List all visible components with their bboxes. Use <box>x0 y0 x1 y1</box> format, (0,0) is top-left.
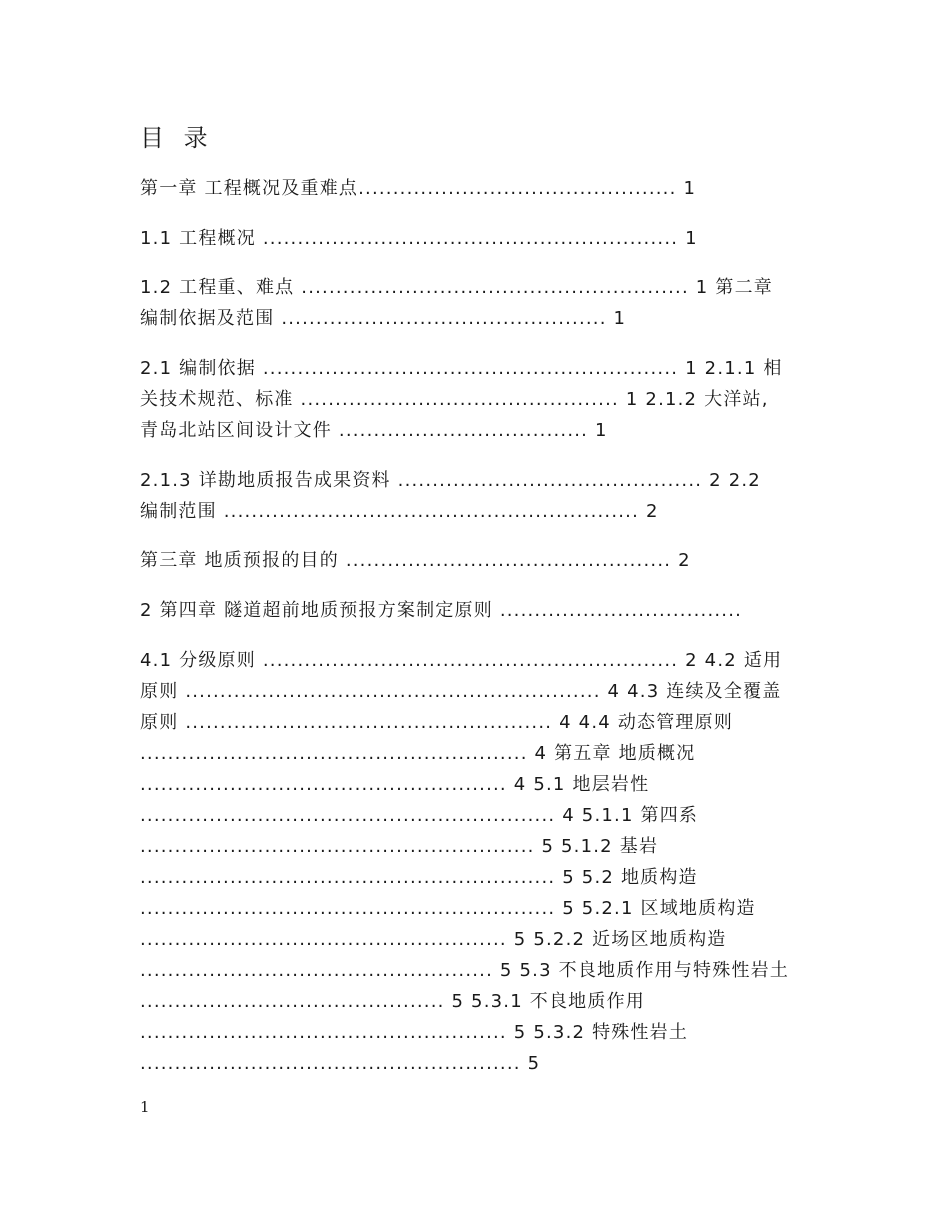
toc-line: 编制依据及范围 ............................................... 1 <box>140 308 627 329</box>
toc-line: ............................................ 5 5.3.1 不良地质作用 <box>140 991 645 1012</box>
toc-line: 关技术规范、标准 .............................................. 1 2.1.2 大洋站, <box>140 389 769 410</box>
toc-entry-chapter-1 <box>140 173 696 204</box>
toc-title: 目 录 <box>140 124 214 152</box>
toc-line: 2.1 编制依据 ............................................................ 1 2.1.1 相 <box>140 358 783 379</box>
toc-entry-2-1-3 <box>140 465 761 527</box>
toc-entry-1-2 <box>140 272 773 334</box>
toc-line: ..................................................... 5 5.2.2 近场区地质构造 <box>140 929 727 950</box>
toc-entry-4-1 <box>140 645 789 1079</box>
toc-line: 第一章 工程概况及重难点.............................................. 1 <box>140 178 697 199</box>
toc-line: 编制范围 ............................................................ 2 <box>140 501 659 522</box>
toc-entry-chapter-4 <box>140 595 742 626</box>
toc-line: 2.1.3 详勘地质报告成果资料 ............................................ 2 2.2 <box>140 470 761 491</box>
toc-line: ............................................................ 5 5.2.1 区域地质构造 <box>140 898 756 919</box>
toc-line: 原则 ............................................................ 4 4.3 连续及全覆盖 <box>140 681 782 702</box>
toc-line: 青岛北站区间设计文件 .................................... 1 <box>140 420 608 441</box>
toc-line: ......................................................... 5 5.1.2 基岩 <box>140 836 659 857</box>
toc-entry-2-1 <box>140 353 783 446</box>
toc-line: ........................................................ 4 第五章 地质概况 <box>140 743 696 764</box>
toc-line: ................................................... 5 5.3 不良地质作用与特殊性岩土 <box>140 960 790 981</box>
toc-line: 4.1 分级原则 ............................................................ 2 4.2 适用 <box>140 650 783 671</box>
toc-line: 2 第四章 隧道超前地质预报方案制定原则 ................................... <box>140 600 743 621</box>
toc-line: ............................................................ 4 5.1.1 第四系 <box>140 805 699 826</box>
toc-line: ............................................................ 5 5.2 地质构造 <box>140 867 698 888</box>
toc-line: 第三章 地质预报的目的 ............................................... 2 <box>140 550 691 571</box>
toc-line: 1.1 工程概况 ............................................................ 1 <box>140 228 698 249</box>
toc-entry-1-1 <box>140 223 698 254</box>
toc-line: ..................................................... 4 5.1 地层岩性 <box>140 774 650 795</box>
toc-entry-chapter-3 <box>140 545 691 576</box>
page-number: 1 <box>140 1098 150 1116</box>
toc-line: ....................................................... 5 <box>140 1053 541 1074</box>
toc-line: ..................................................... 5 5.3.2 特殊性岩土 <box>140 1022 689 1043</box>
toc-line: 1.2 工程重、难点 ........................................................ 1 第二章 <box>140 277 773 298</box>
toc-line: 原则 ..................................................... 4 4.4 动态管理原则 <box>140 712 734 733</box>
